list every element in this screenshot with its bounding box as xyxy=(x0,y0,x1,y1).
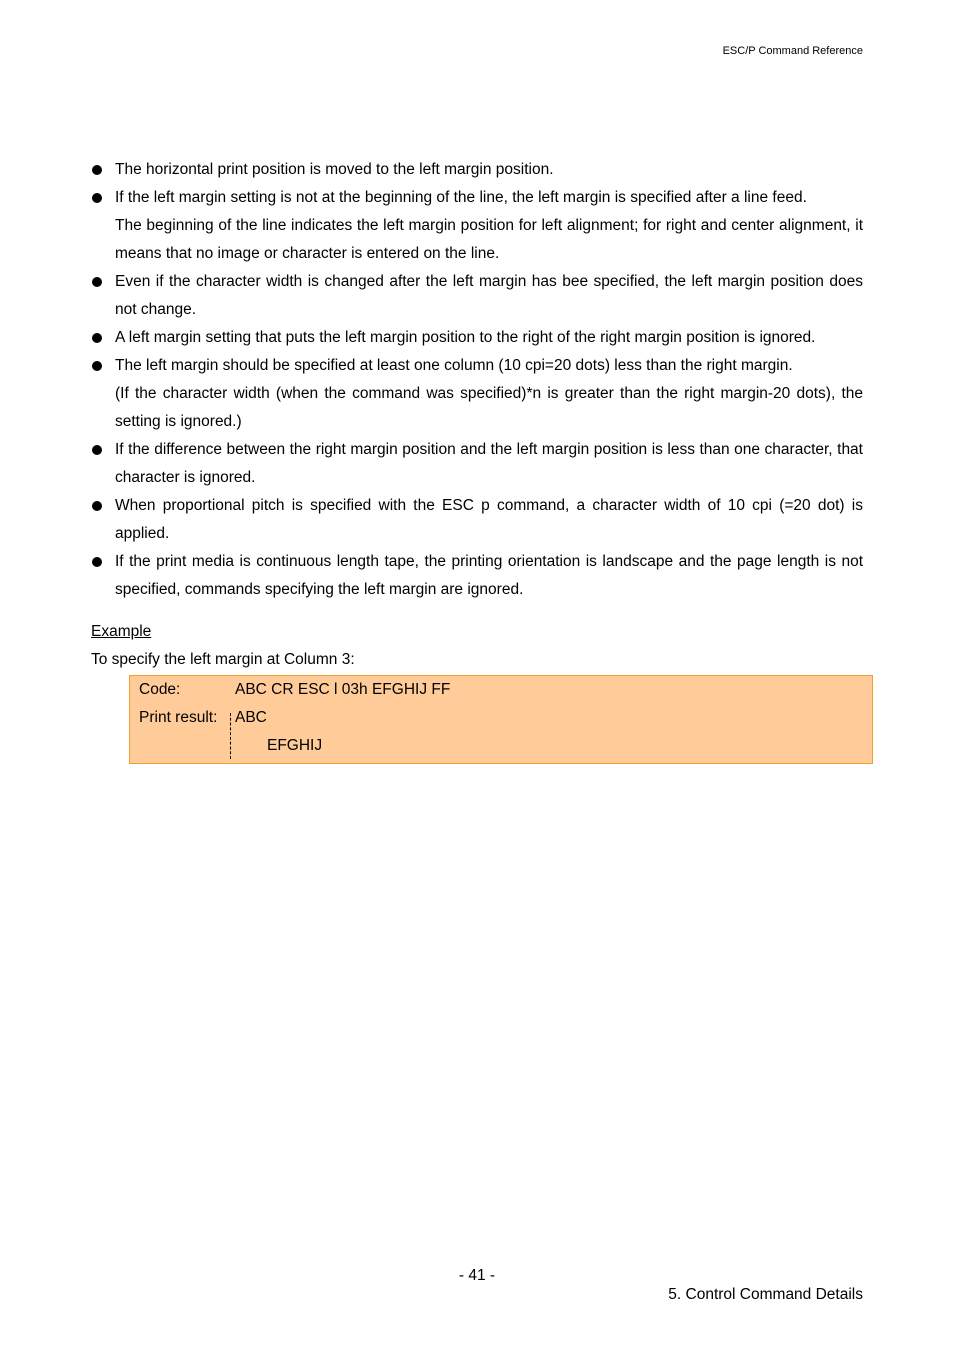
bullet-icon xyxy=(92,165,102,175)
note-text: The left margin should be specified at least one column (10 cpi=20 dots) less than the right margin. xyxy=(115,357,793,374)
bullet-icon xyxy=(92,501,102,511)
note-text: If the left margin setting is not at the beginning of the line, the left margin is specified after a line feed. xyxy=(115,189,807,206)
code-value: ABC CR ESC l 03h EFGHIJ FF xyxy=(235,681,451,698)
bullet-icon xyxy=(92,193,102,203)
note-text: Even if the character width is changed after the left margin has bee specified, the left margin position does not change. xyxy=(115,273,863,318)
bullet-icon xyxy=(92,361,102,371)
example-heading: Example xyxy=(91,623,152,640)
note-item xyxy=(91,184,863,268)
code-label: Code: xyxy=(139,681,181,698)
note-item xyxy=(91,156,863,184)
note-text: When proportional pitch is specified with the ESC p command, a character width of 10 cpi (=20 dot) is applied. xyxy=(115,497,863,542)
note-item xyxy=(91,268,863,324)
left-margin-marker xyxy=(230,713,231,759)
bullet-icon xyxy=(92,277,102,287)
example-intro: To specify the left margin at Column 3: xyxy=(91,651,355,668)
note-text: The beginning of the line indicates the left margin position for left alignment; for right and center alignment, it means that no image or character is entered on the line. xyxy=(115,217,863,262)
bullet-icon xyxy=(92,333,102,343)
note-text: If the difference between the right margin position and the left margin position is less than one character, that character is ignored. xyxy=(115,441,863,486)
section-footer: 5. Control Command Details xyxy=(668,1286,863,1303)
note-text: A left margin setting that puts the left margin position to the right of the right margin position is ignored. xyxy=(115,329,816,346)
example-box xyxy=(129,675,873,764)
note-text: The horizontal print position is moved to the left margin position. xyxy=(115,161,554,178)
print-result-line2: EFGHIJ xyxy=(267,737,323,754)
note-text: If the print media is continuous length tape, the printing orientation is landscape and the page length is not specified, commands specifying the left margin are ignored. xyxy=(115,553,863,598)
bullet-icon xyxy=(92,557,102,567)
header-reference: ESC/P Command Reference xyxy=(722,45,863,57)
print-result-line1: ABC xyxy=(235,709,267,726)
print-result-label: Print result: xyxy=(139,709,218,726)
page-number: - 41 - xyxy=(458,1267,496,1284)
bullet-icon xyxy=(92,445,102,455)
note-item xyxy=(91,352,863,436)
notes-list xyxy=(91,156,863,604)
note-item xyxy=(91,492,863,548)
note-item xyxy=(91,324,863,352)
note-text: (If the character width (when the command was specified)*n is greater than the right margin-20 dots), the setting is ignored.) xyxy=(115,385,863,430)
note-item xyxy=(91,436,863,492)
note-item xyxy=(91,548,863,604)
